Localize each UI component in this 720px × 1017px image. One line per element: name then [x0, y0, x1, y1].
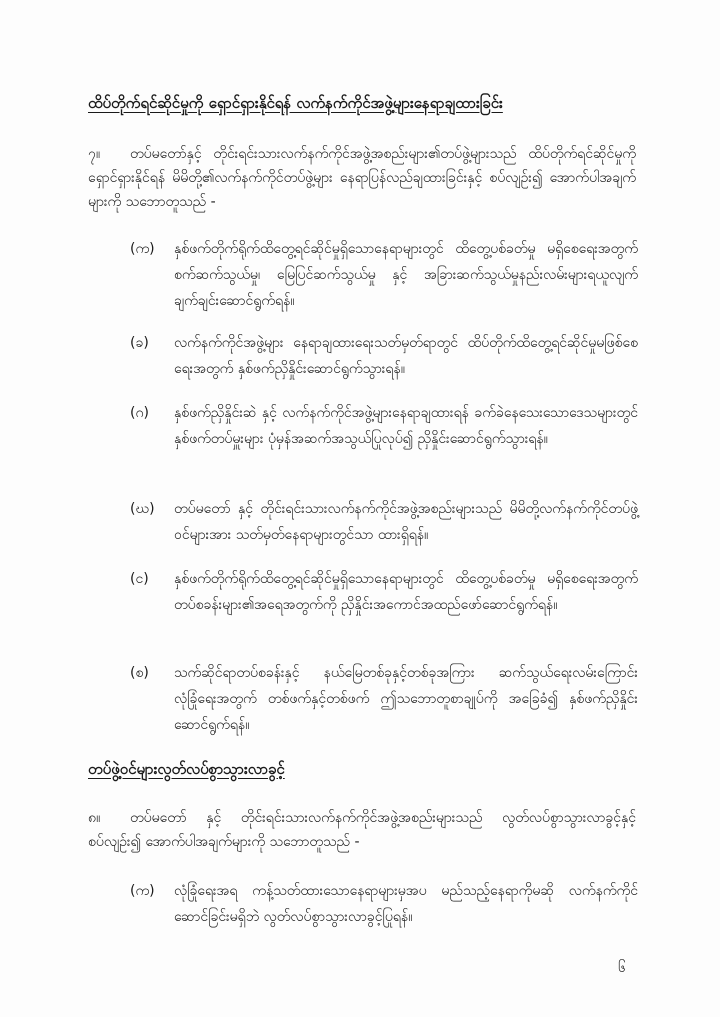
list-item-marker: (ဂ)	[130, 405, 149, 421]
list-item-marker: (က)	[130, 883, 155, 899]
list-item-text: သက်ဆိုင်ရာတပ်စခန်းနှင့် နယ်မြေတစ်ခုနှင့်တစ်ခုအကြား ဆက်သွယ်ရေးလမ်းကြောင်း လုံခြုံရေးအတွက် တစ်ဖက်နှင့်တစ်ဖက် ဤသဘောတူစာချုပ်ကို အခြေခံ၍ နှစ်ဖက်ညှိနှိုင်းဆောင်ရွက်ရန်။	[174, 665, 638, 733]
list-item-text: လုံခြုံရေးအရ ကန့်သတ်ထားသောနေရာများမှအပ မည်သည့်နေရာကိုမဆို လက်နက်ကိုင်ဆောင်ခြင်းမရှိဘဲ လွတ်လပ်စွာသွားလာခွင့်ပြုရန်။	[174, 883, 638, 925]
paragraph-8	[88, 806, 636, 854]
paragraph-text: တပ်မတော် နှင့် တိုင်းရင်းသားလက်နက်ကိုင်အဖွဲ့အစည်းများသည် လွတ်လပ်စွာသွားလာခွင့်နှင့်စပ်လျဉ်း၍ အောက်ပါအချက်များကို သဘောတူသည် -	[88, 810, 636, 850]
page-number: ၆	[618, 960, 626, 976]
list-item	[130, 236, 638, 314]
list-item-marker: (က)	[130, 241, 155, 257]
list-item-text: နှစ်ဖက်ညှိနှိုင်းဆဲ နှင့် လက်နက်ကိုင်အဖွဲ့များနေရာချထားရန် ခက်ခဲနေသေးသောဒေသများတွင် နှစ်ဖက်တပ်မှူးများ ပုံမှန်အဆက်အသွယ်ပြုလုပ်၍ ညှိနှိုင်းဆောင်ရွက်သွားရန်။	[174, 405, 638, 447]
list-item-text: နှစ်ဖက်တိုက်ရိုက်ထိတွေ့ရင်ဆိုင်မှုရှိသောနေရာများတွင် ထိတွေ့ပစ်ခတ်မှု မရှိစေရေးအတွက် စက်ဆက်သွယ်မှု၊ မြေပြင်ဆက်သွယ်မှု နှင့် အခြားဆက်သွယ်မှုနည်းလမ်းများရယူလျက် ချက်ချင်းဆောင်ရွက်ရန်။	[174, 241, 638, 309]
section-heading-troop-placement: ထိပ်တိုက်ရင်ဆိုင်မှုကို ရှောင်ရှားနိုင်ရန် လက်နက်ကိုင်အဖွဲ့များနေရာချထားခြင်း	[88, 94, 503, 112]
list-item-marker: (စ)	[130, 665, 149, 681]
paragraph-number: ၈။	[88, 810, 101, 826]
paragraph-number: ၇။	[88, 146, 101, 162]
list-item-marker: (င)	[130, 571, 149, 587]
paragraph-7	[88, 142, 636, 214]
list-item	[130, 496, 638, 548]
list-item	[130, 400, 638, 452]
list-item	[130, 330, 638, 382]
list-item	[130, 878, 638, 930]
paragraph-text: တပ်မတော်နှင့် တိုင်းရင်းသားလက်နက်ကိုင်အဖွဲ့အစည်းများ၏တပ်ဖွဲ့များသည် ထိပ်တိုက်ရင်ဆိုင်မှုကိုရှောင်ရှားနိုင်ရန် မိမိတို့၏လက်နက်ကိုင်တပ်ဖွဲ့များ နေရာပြန်လည်ချထားခြင်းနှင့် စပ်လျဉ်း၍ အောက်ပါအချက်များကို သဘောတူသည် -	[88, 146, 636, 210]
list-item-marker: (ဃ)	[130, 501, 155, 517]
list-item-text: လက်နက်ကိုင်အဖွဲ့များ နေရာချထားရေးသတ်မှတ်ရာတွင် ထိပ်တိုက်ထိတွေ့ရင်ဆိုင်မှုမဖြစ်စေရေးအတွက် နှစ်ဖက်ညှိနှိုင်းဆောင်ရွက်သွားရန်။	[174, 335, 638, 377]
list-item-marker: (ခ)	[130, 335, 149, 351]
list-item-text: နှစ်ဖက်တိုက်ရိုက်ထိတွေ့ရင်ဆိုင်မှုရှိသောနေရာများတွင် ထိတွေ့ပစ်ခတ်မှု မရှိစေရေးအတွက် တပ်စခန်းများ၏အရေအတွက်ကို ညှိနှိုင်းအကောင်အထည်ဖော်ဆောင်ရွက်ရန်။	[174, 571, 638, 613]
list-item	[130, 566, 638, 618]
list-item-text: တပ်မတော် နှင့် တိုင်းရင်းသားလက်နက်ကိုင်အဖွဲ့အစည်းများသည် မိမိတို့လက်နက်ကိုင်တပ်ဖွဲ့ဝင်များအား သတ်မှတ်နေရာများတွင်သာ ထားရှိရန်။	[174, 501, 638, 543]
list-item	[130, 660, 638, 738]
section-heading-freedom-of-movement: တပ်ဖွဲ့ဝင်များလွတ်လပ်စွာသွားလာခွင့်	[88, 760, 285, 778]
